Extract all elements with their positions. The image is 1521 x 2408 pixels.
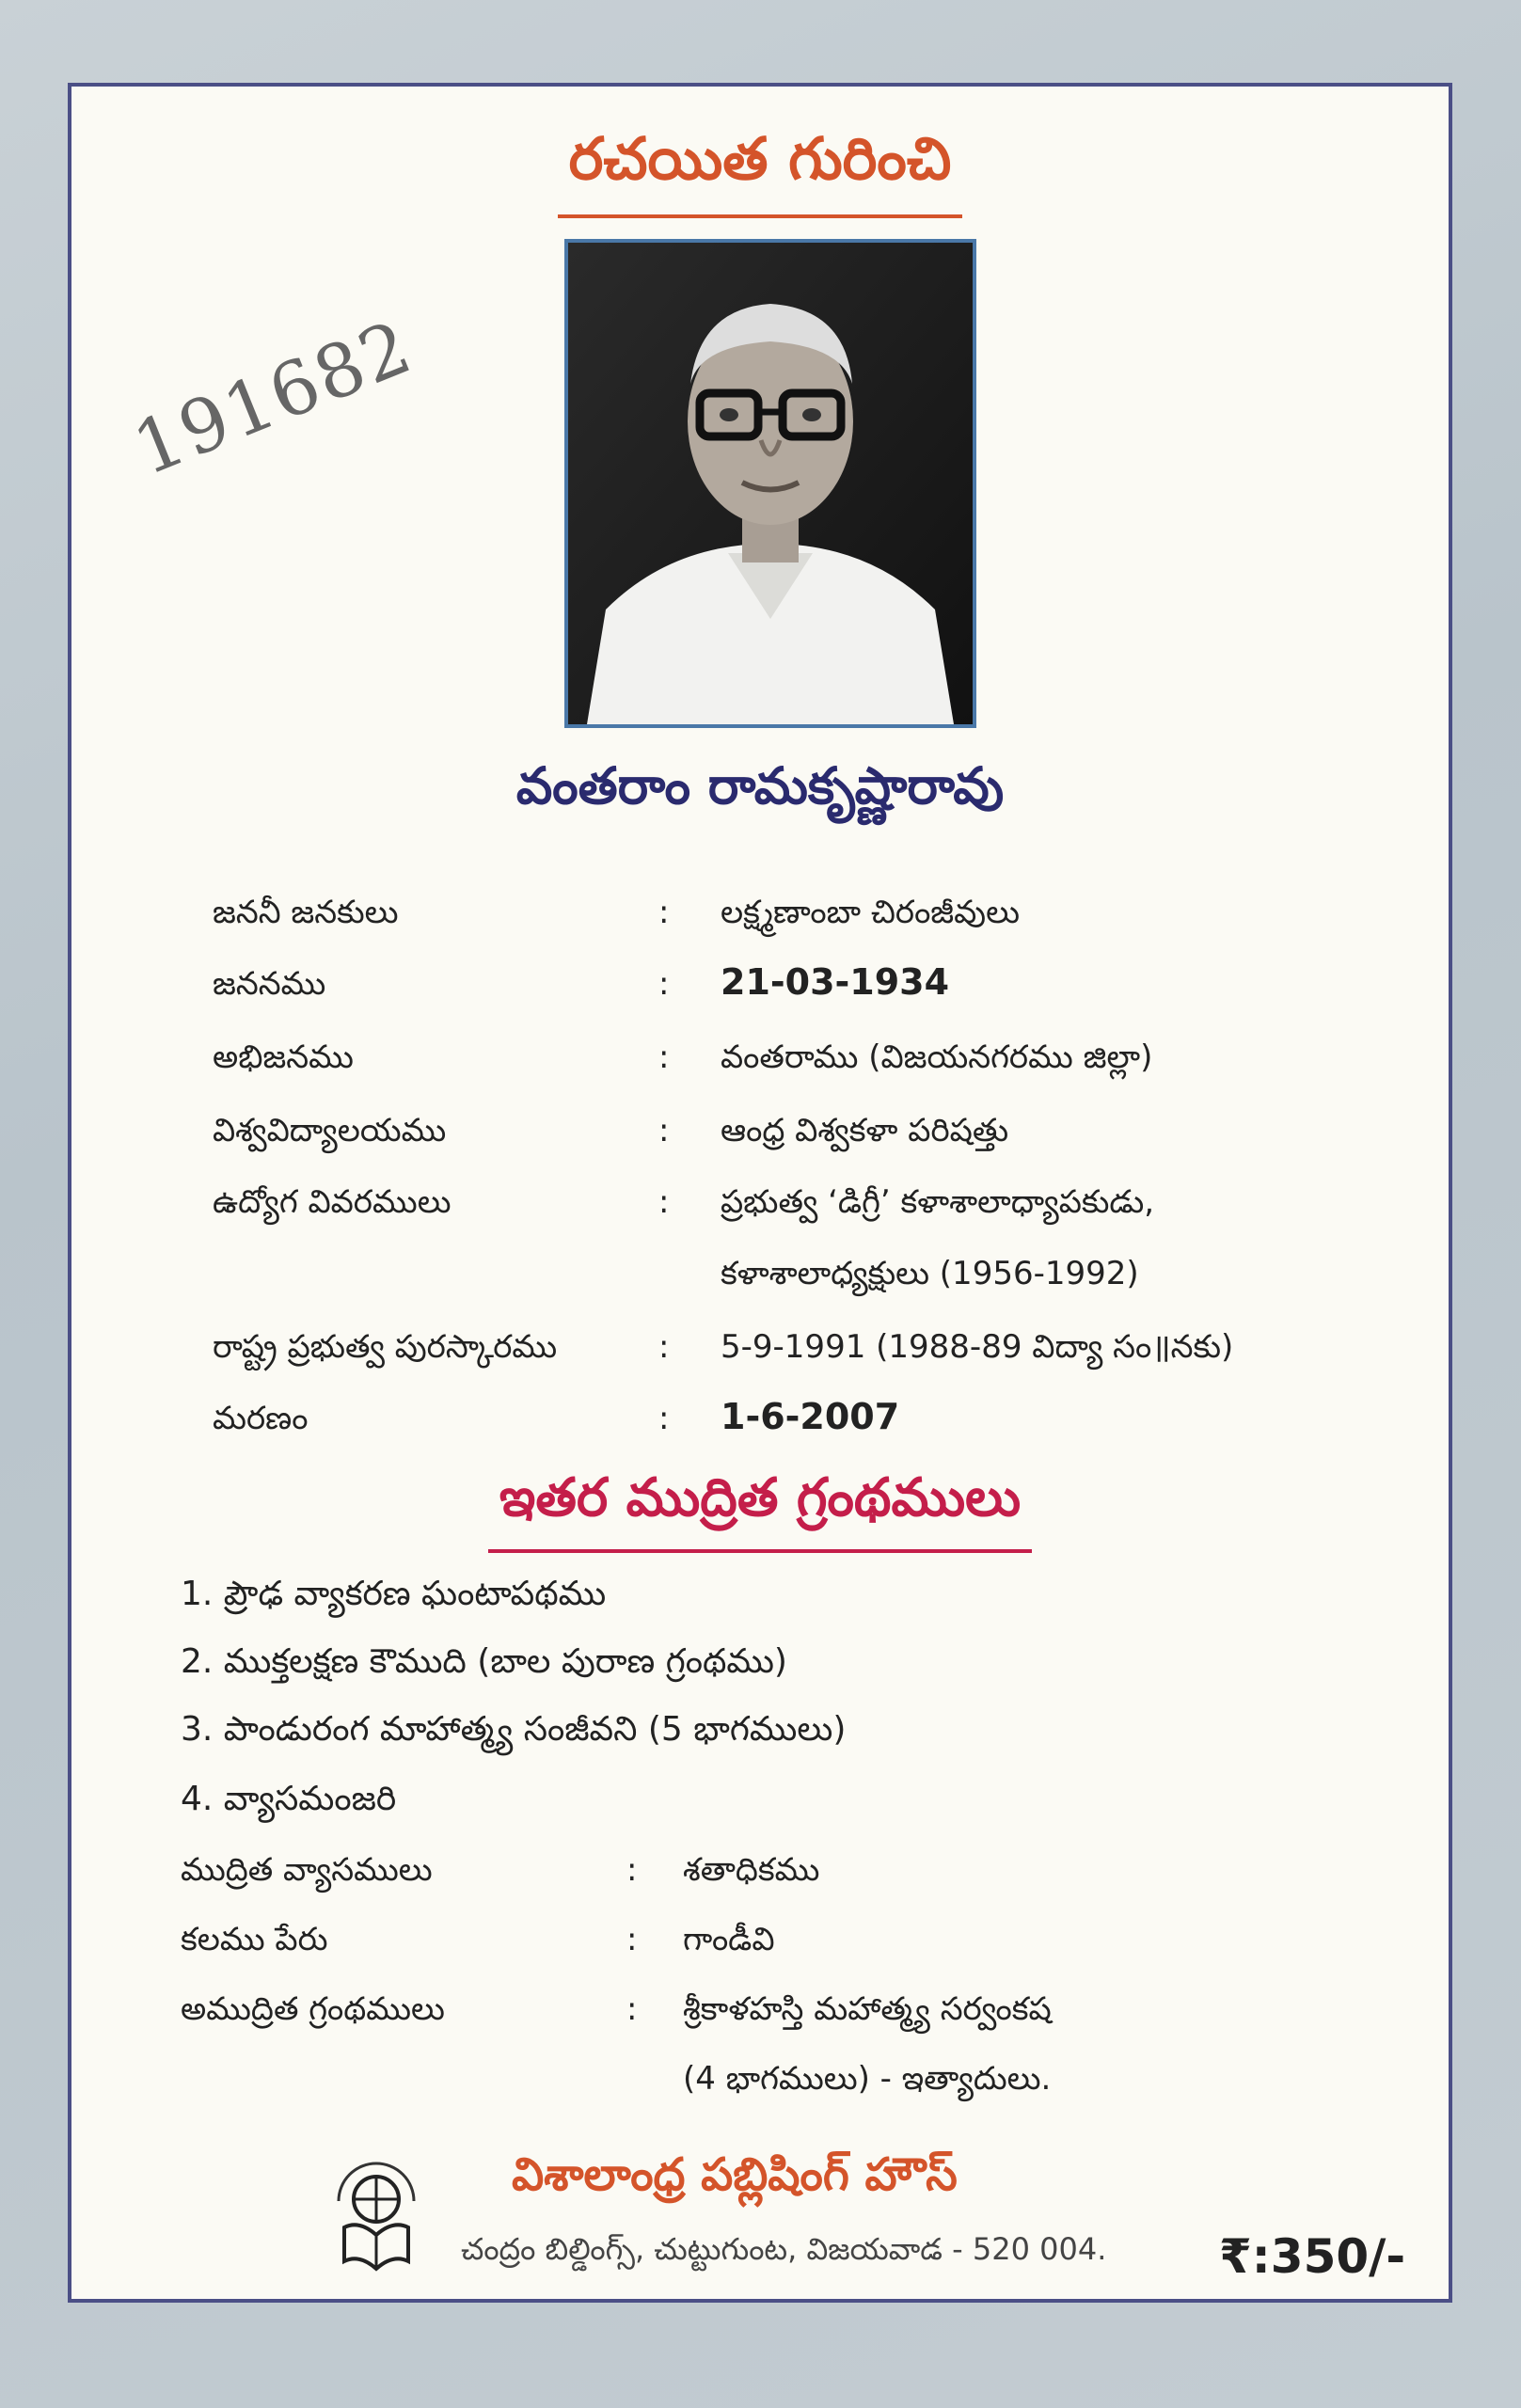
- extra-value: గాండీవి: [683, 1921, 775, 1958]
- detail-label: జననము: [213, 965, 326, 1003]
- author-name-heading: [71, 756, 1449, 836]
- detail-value: వంతరాము (విజయనగరము జిల్లా): [721, 1038, 1153, 1076]
- detail-value: లక్ష్మణాంబా చిరంజీవులు: [721, 894, 1020, 931]
- extra-value-continued: (4 భాగములు) - ఇత్యాదులు.: [683, 2060, 1052, 2098]
- extra-value: శతాధికము: [683, 1851, 820, 1889]
- extra-label: ముద్రిత వ్యాసములు: [181, 1851, 433, 1889]
- about-author-heading: [71, 124, 1449, 218]
- detail-colon: :: [658, 1328, 670, 1366]
- extra-label: కలము పేరు: [181, 1921, 328, 1958]
- detail-value: 21-03-1934: [721, 961, 950, 1003]
- detail-colon: :: [658, 1400, 670, 1437]
- other-books-title: ఇతర ముద్రిత గ్రంథములు: [488, 1467, 1032, 1553]
- detail-value-continued: కళాశాలాధ్యక్షులు (1956-1992): [721, 1255, 1139, 1292]
- handwritten-accession-number: 191682: [122, 304, 424, 493]
- detail-value: ప్రభుత్వ ‘డిగ్రీ’ కళాశాలాధ్యాపకుడు,: [721, 1183, 1155, 1221]
- author-name: వంతరాం రామకృష్ణారావు: [515, 756, 1005, 816]
- author-photo: [564, 239, 976, 728]
- detail-label: మరణం: [213, 1400, 309, 1437]
- publisher-emblem-icon: [331, 2145, 421, 2276]
- extra-value: శ్రీకాళహస్తి మహాత్మ్య సర్వంకష: [683, 1990, 1052, 2028]
- detail-colon: :: [658, 1112, 670, 1149]
- detail-value: ఆంధ్ర విశ్వకళా పరిషత్తు: [721, 1112, 1009, 1149]
- detail-label: విశ్వవిద్యాలయము: [213, 1112, 447, 1149]
- detail-label: జననీ జనకులు: [213, 894, 399, 931]
- detail-colon: :: [658, 894, 670, 931]
- extra-colon: :: [626, 1921, 638, 1958]
- publisher-address: చంద్రం బిల్డింగ్స్, చుట్టుగుంట, విజయవాడ - 520 004.: [461, 2231, 1107, 2267]
- detail-colon: :: [658, 1183, 670, 1221]
- price-label: ₹:350/-: [1219, 2229, 1406, 2284]
- detail-value: 5-9-1991 (1988-89 విద్యా సం॥నకు): [721, 1328, 1234, 1366]
- detail-colon: :: [658, 965, 670, 1003]
- list-item: 1. ప్రౌఢ వ్యాకరణ ఘంటాపథము: [181, 1575, 607, 1613]
- list-item: 3. పాండురంగ మాహాత్మ్య సంజీవని (5 భాగములు): [181, 1710, 847, 1749]
- detail-colon: :: [658, 1038, 670, 1076]
- other-books-heading: [71, 1467, 1449, 1553]
- detail-label: రాష్ట్ర ప్రభుత్వ పురస్కారము: [213, 1328, 558, 1366]
- extra-colon: :: [626, 1851, 638, 1889]
- list-item: 4. వ్యాసమంజరి: [181, 1780, 397, 1818]
- extra-label: అముద్రిత గ్రంథములు: [181, 1990, 445, 2028]
- publisher-name: విశాలాంధ్ర పబ్లిషింగ్ హౌస్: [512, 2148, 958, 2201]
- list-item: 2. ముక్తలక్షణ కౌముది (బాల పురాణ గ్రంథము): [181, 1642, 787, 1681]
- about-author-title: రచయిత గురించి: [558, 124, 963, 218]
- author-portrait-icon: [568, 243, 973, 724]
- detail-label: ఉద్యోగ వివరములు: [213, 1183, 452, 1221]
- detail-value: 1-6-2007: [721, 1396, 900, 1437]
- detail-label: అభిజనము: [213, 1038, 354, 1076]
- extra-colon: :: [626, 1990, 638, 2028]
